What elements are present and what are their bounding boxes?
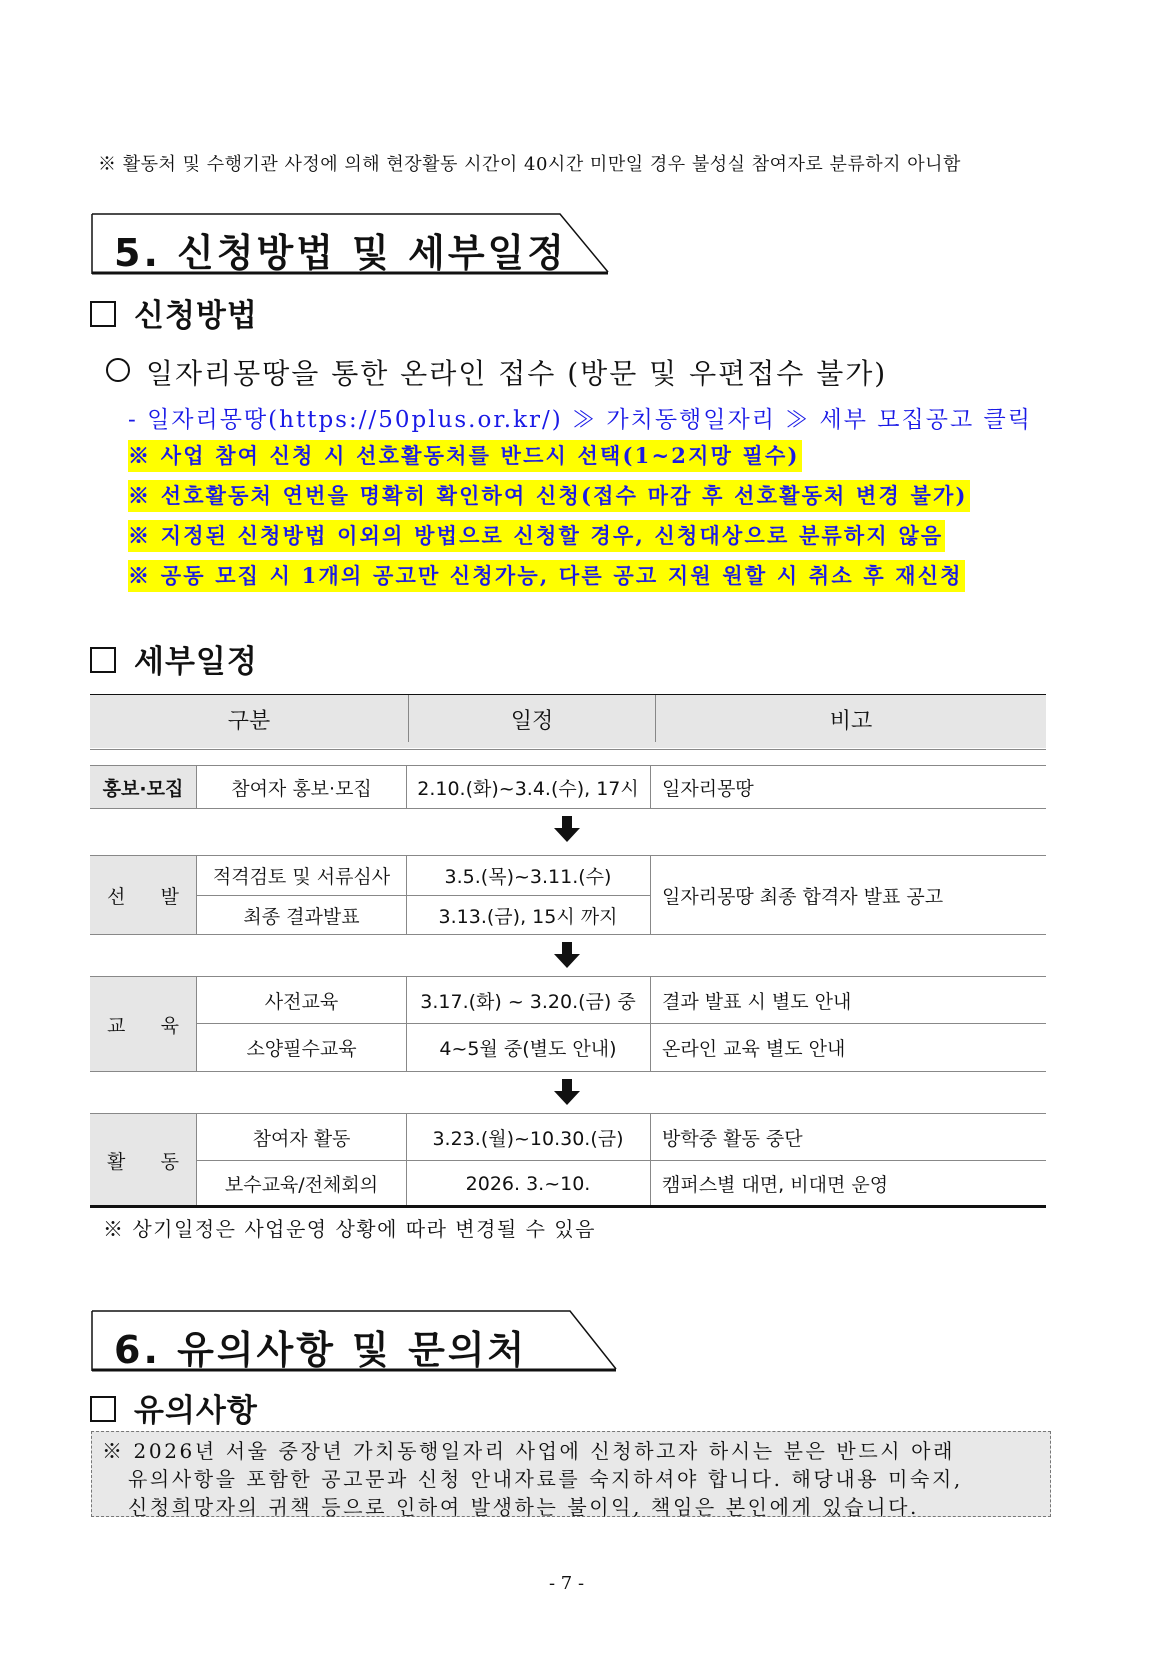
activity-date-1: 3.23.(월)~10.30.(금) [432,1127,624,1150]
education-date-1: 3.17.(화) ~ 3.20.(금) 중 [420,990,636,1013]
schedule-footnote: ※ 상기일정은 사업운영 상황에 따라 변경될 수 있음 [103,1217,596,1241]
apply-link-line[interactable]: - 일자리몽땅(https://50plus.or.kr/) ≫ 가치동행일자리 ≫ 세부 모집공고 클릭 [128,407,1032,433]
schedule-heading: 세부일정 [90,636,258,681]
section6-title-box [90,1309,620,1373]
square-bullet-icon [90,1396,116,1422]
activity-date-2: 2026. 3.~10. [465,1172,591,1195]
schedule-table-header [90,695,1046,744]
education-item-2: 소양필수교육 [246,1038,357,1060]
promo-note: 일자리몽땅 [662,777,754,800]
activity-item-2: 보수교육/전체회의 [224,1174,379,1196]
section5-title: 5. 신청방법 및 세부일정 [114,231,567,275]
divider [90,808,1046,809]
selection-item-1: 적격검토 및 서류심사 [212,866,391,888]
activity-item-1: 참여자 활동 [252,1127,351,1150]
header-note: 비고 [656,695,1047,744]
selection-item-2: 최종 결과발표 [243,905,360,928]
highlight-note-4: ※ 공동 모집 시 1개의 공고만 신청가능, 다른 공고 지원 원할 시 취소 후 재신청 [128,560,965,592]
category-promo: 홍보·모집 [90,766,197,808]
apply-heading: 신청방법 [90,290,258,335]
activity-note-2: 캠퍼스별 대면, 비대면 운영 [662,1174,889,1196]
section6-title: 6. 유의사항 및 문의처 [114,1328,528,1372]
table-bottom-border [90,1205,1046,1208]
highlight-note-3: ※ 지정된 신청방법 이외의 방법으로 신청할 경우, 신청대상으로 분류하지 않음 [128,520,945,552]
selection-date-1: 3.5.(목)~3.11.(수) [444,866,612,888]
divider [650,1114,651,1207]
header-date: 일정 [409,695,656,744]
category-selection: 선 발 [90,856,197,934]
header-spacer [90,742,1046,748]
top-note: ※ 활동처 및 수행기관 사정에 의해 현장활동 시간이 40시간 미만일 경우 불성실 참여자로 분류하지 아니함 [98,154,961,175]
education-date-2: 4~5월 중(별도 안내) [439,1038,617,1060]
caution-heading: 유의사항 [90,1385,258,1430]
section5-title-box [90,212,610,276]
highlight-note-1: ※ 사업 참여 신청 시 선호활동처를 반드시 선택(1~2지망 필수) [128,440,802,472]
divider [650,977,651,1071]
education-note-2: 온라인 교육 별도 안내 [662,1038,846,1060]
education-item-1: 사전교육 [264,990,339,1013]
divider [90,749,1046,750]
divider [650,766,651,808]
promo-item: 참여자 홍보·모집 [231,777,372,800]
divider [406,1114,407,1207]
square-bullet-icon [90,301,116,327]
square-bullet-icon [90,647,116,673]
divider [406,856,407,934]
activity-note-1: 방학중 활동 중단 [662,1127,803,1150]
selection-note: 일자리몽땅 최종 합격자 발표 공고 [662,885,944,908]
header-category: 구분 [90,695,409,744]
promo-date: 2.10.(화)~3.4.(수), 17시 [417,777,639,800]
caution-box [91,1431,1051,1517]
caution-line-1: ※ 2026년 서울 중장년 가치동행일자리 사업에 신청하고자 하시는 분은 반드시 아래 [102,1439,955,1463]
divider [406,977,407,1071]
education-note-1: 결과 발표 시 별도 안내 [662,990,852,1013]
apply-circle-item: 일자리몽땅을 통한 온라인 접수 (방문 및 우편접수 불가) [106,352,887,392]
circle-bullet-icon [106,358,130,382]
arrow-down-icon [554,816,580,842]
caution-line-2: 유의사항을 포함한 공고문과 신청 안내자료를 숙지하셔야 합니다. 해당내용 미숙지, [128,1467,963,1491]
arrow-down-icon [554,1079,580,1105]
divider [90,934,1046,935]
highlight-note-2: ※ 선호활동처 연번을 명확히 확인하여 신청(접수 마감 후 선호활동처 변경 불가) [128,480,970,512]
divider [650,856,651,934]
category-education: 교 육 [90,977,197,1071]
category-activity: 활 동 [90,1114,197,1207]
divider [90,1071,1046,1072]
page-number: - 7 - [549,1573,585,1594]
caution-line-3: 신청희망자의 귀책 등으로 인하여 발생하는 불이익, 책임은 본인에게 있습니다. [128,1495,920,1519]
arrow-down-icon [554,942,580,968]
selection-date-2: 3.13.(금), 15시 까지 [438,905,618,928]
